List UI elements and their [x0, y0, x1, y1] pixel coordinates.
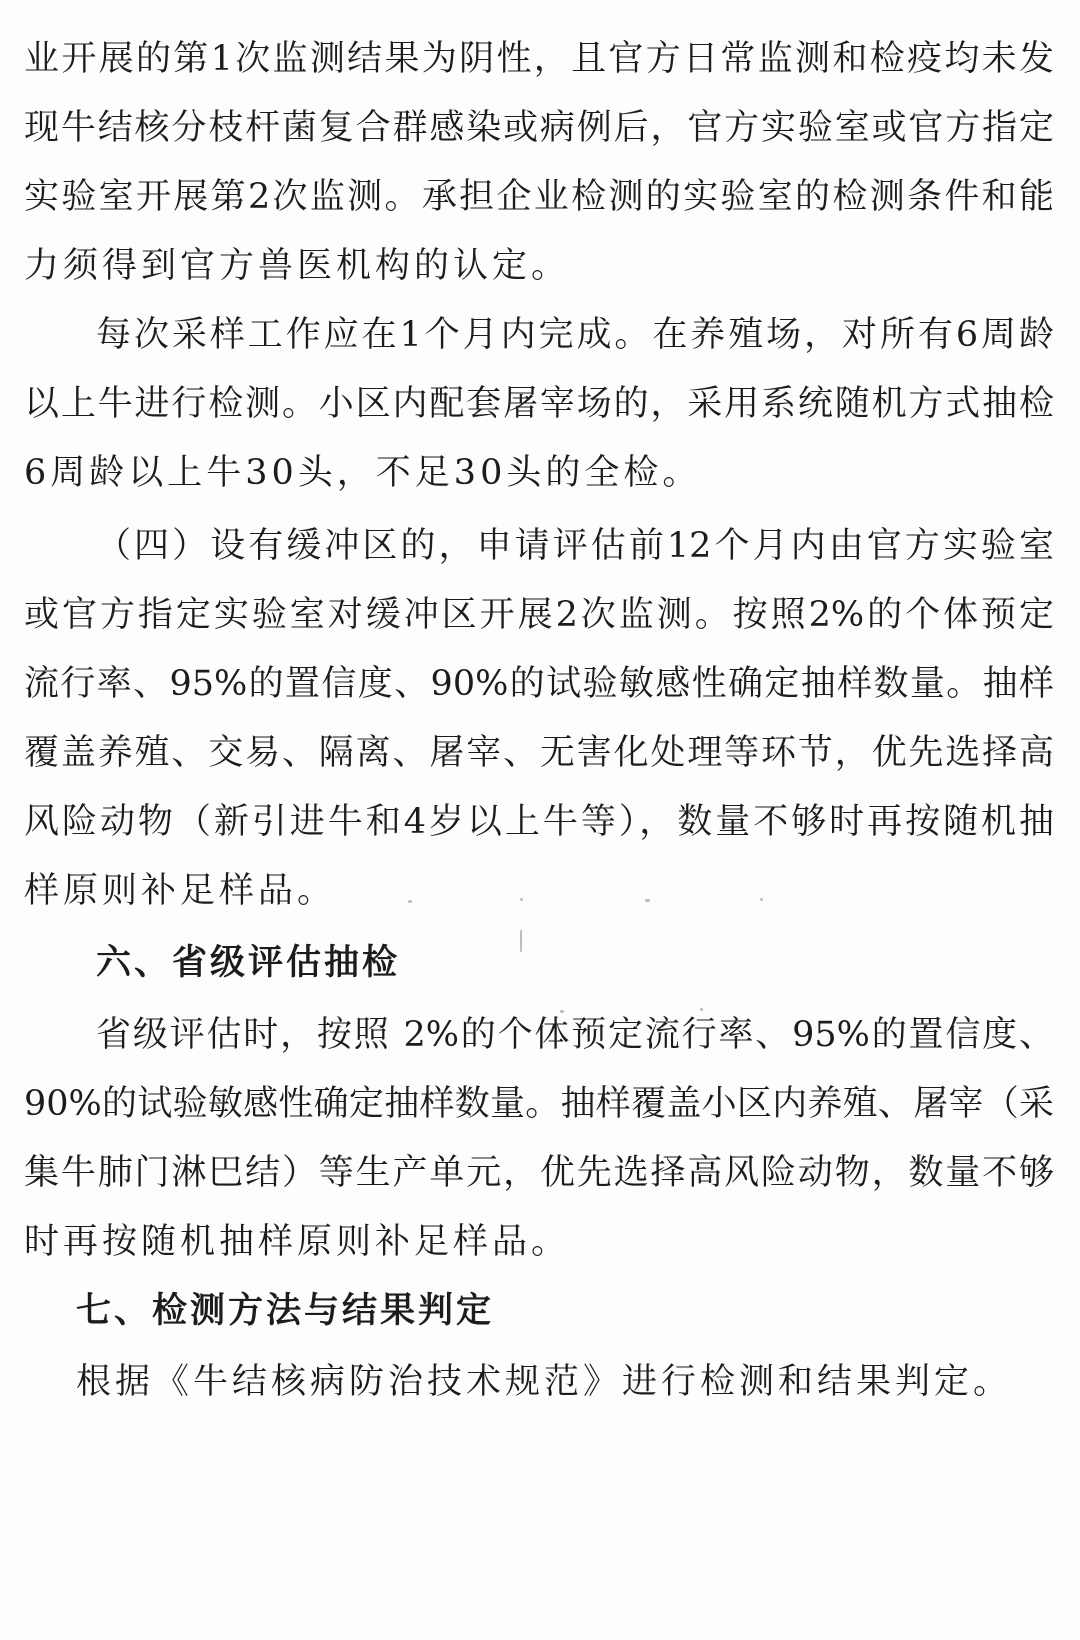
- section-heading-7: 七、检测方法与结果判定: [76, 1291, 495, 1331]
- paragraph-3-line-5: 风险动物（新引进牛和4岁以上牛等），数量不够时再按随机抽: [24, 802, 1054, 842]
- paragraph-1-line-4: 力须得到官方兽医机构的认定。: [24, 246, 571, 286]
- scan-speck: [520, 898, 523, 901]
- section-heading-6: 六、省级评估抽检: [96, 943, 401, 983]
- paragraph-2-line-3: 6周龄以上牛30头，不足30头的全检。: [24, 453, 702, 493]
- paragraph-3-line-4: 覆盖养殖、交易、隔离、屠宰、无害化处理等环节，优先选择高: [24, 733, 1054, 773]
- scan-speck: [760, 898, 763, 901]
- paragraph-4-line-1: 省级评估时，按照 2%的个体预定流行率、95%的置信度、: [96, 1015, 1054, 1055]
- paragraph-1-line-2: 现牛结核分枝杆菌复合群感染或病例后，官方实验室或官方指定: [24, 108, 1054, 148]
- paragraph-3-line-1: （四）设有缓冲区的，申请评估前12个月内由官方实验室: [96, 526, 1054, 566]
- paragraph-3-line-2: 或官方指定实验室对缓冲区开展2次监测。按照2%的个体预定: [24, 595, 1054, 635]
- paragraph-5-line-1: 根据《牛结核病防治技术规范》进行检测和结果判定。: [76, 1362, 1013, 1402]
- paragraph-4-line-2: 90%的试验敏感性确定抽样数量。抽样覆盖小区内养殖、屠宰（采: [24, 1084, 1054, 1124]
- paragraph-1-line-3: 实验室开展第2次监测。承担企业检测的实验室的检测条件和能: [24, 177, 1054, 217]
- paragraph-4-line-3: 集牛肺门淋巴结）等生产单元，优先选择高风险动物，数量不够: [24, 1153, 1054, 1193]
- scan-speck: [645, 899, 650, 902]
- scan-speck: [408, 900, 412, 903]
- paragraph-2-line-2: 以上牛进行检测。小区内配套屠宰场的，采用系统随机方式抽检: [24, 384, 1054, 424]
- paragraph-1-line-1: 业开展的第1次监测结果为阴性，且官方日常监测和检疫均未发: [24, 39, 1054, 79]
- paragraph-2-line-1: 每次采样工作应在1个月内完成。在养殖场，对所有6周龄: [96, 315, 1054, 355]
- paragraph-3-line-6: 样原则补足样品。: [24, 871, 337, 911]
- paragraph-4-line-4: 时再按随机抽样原则补足样品。: [24, 1222, 571, 1262]
- paragraph-3-line-3: 流行率、95%的置信度、90%的试验敏感性确定抽样数量。抽样: [24, 664, 1054, 704]
